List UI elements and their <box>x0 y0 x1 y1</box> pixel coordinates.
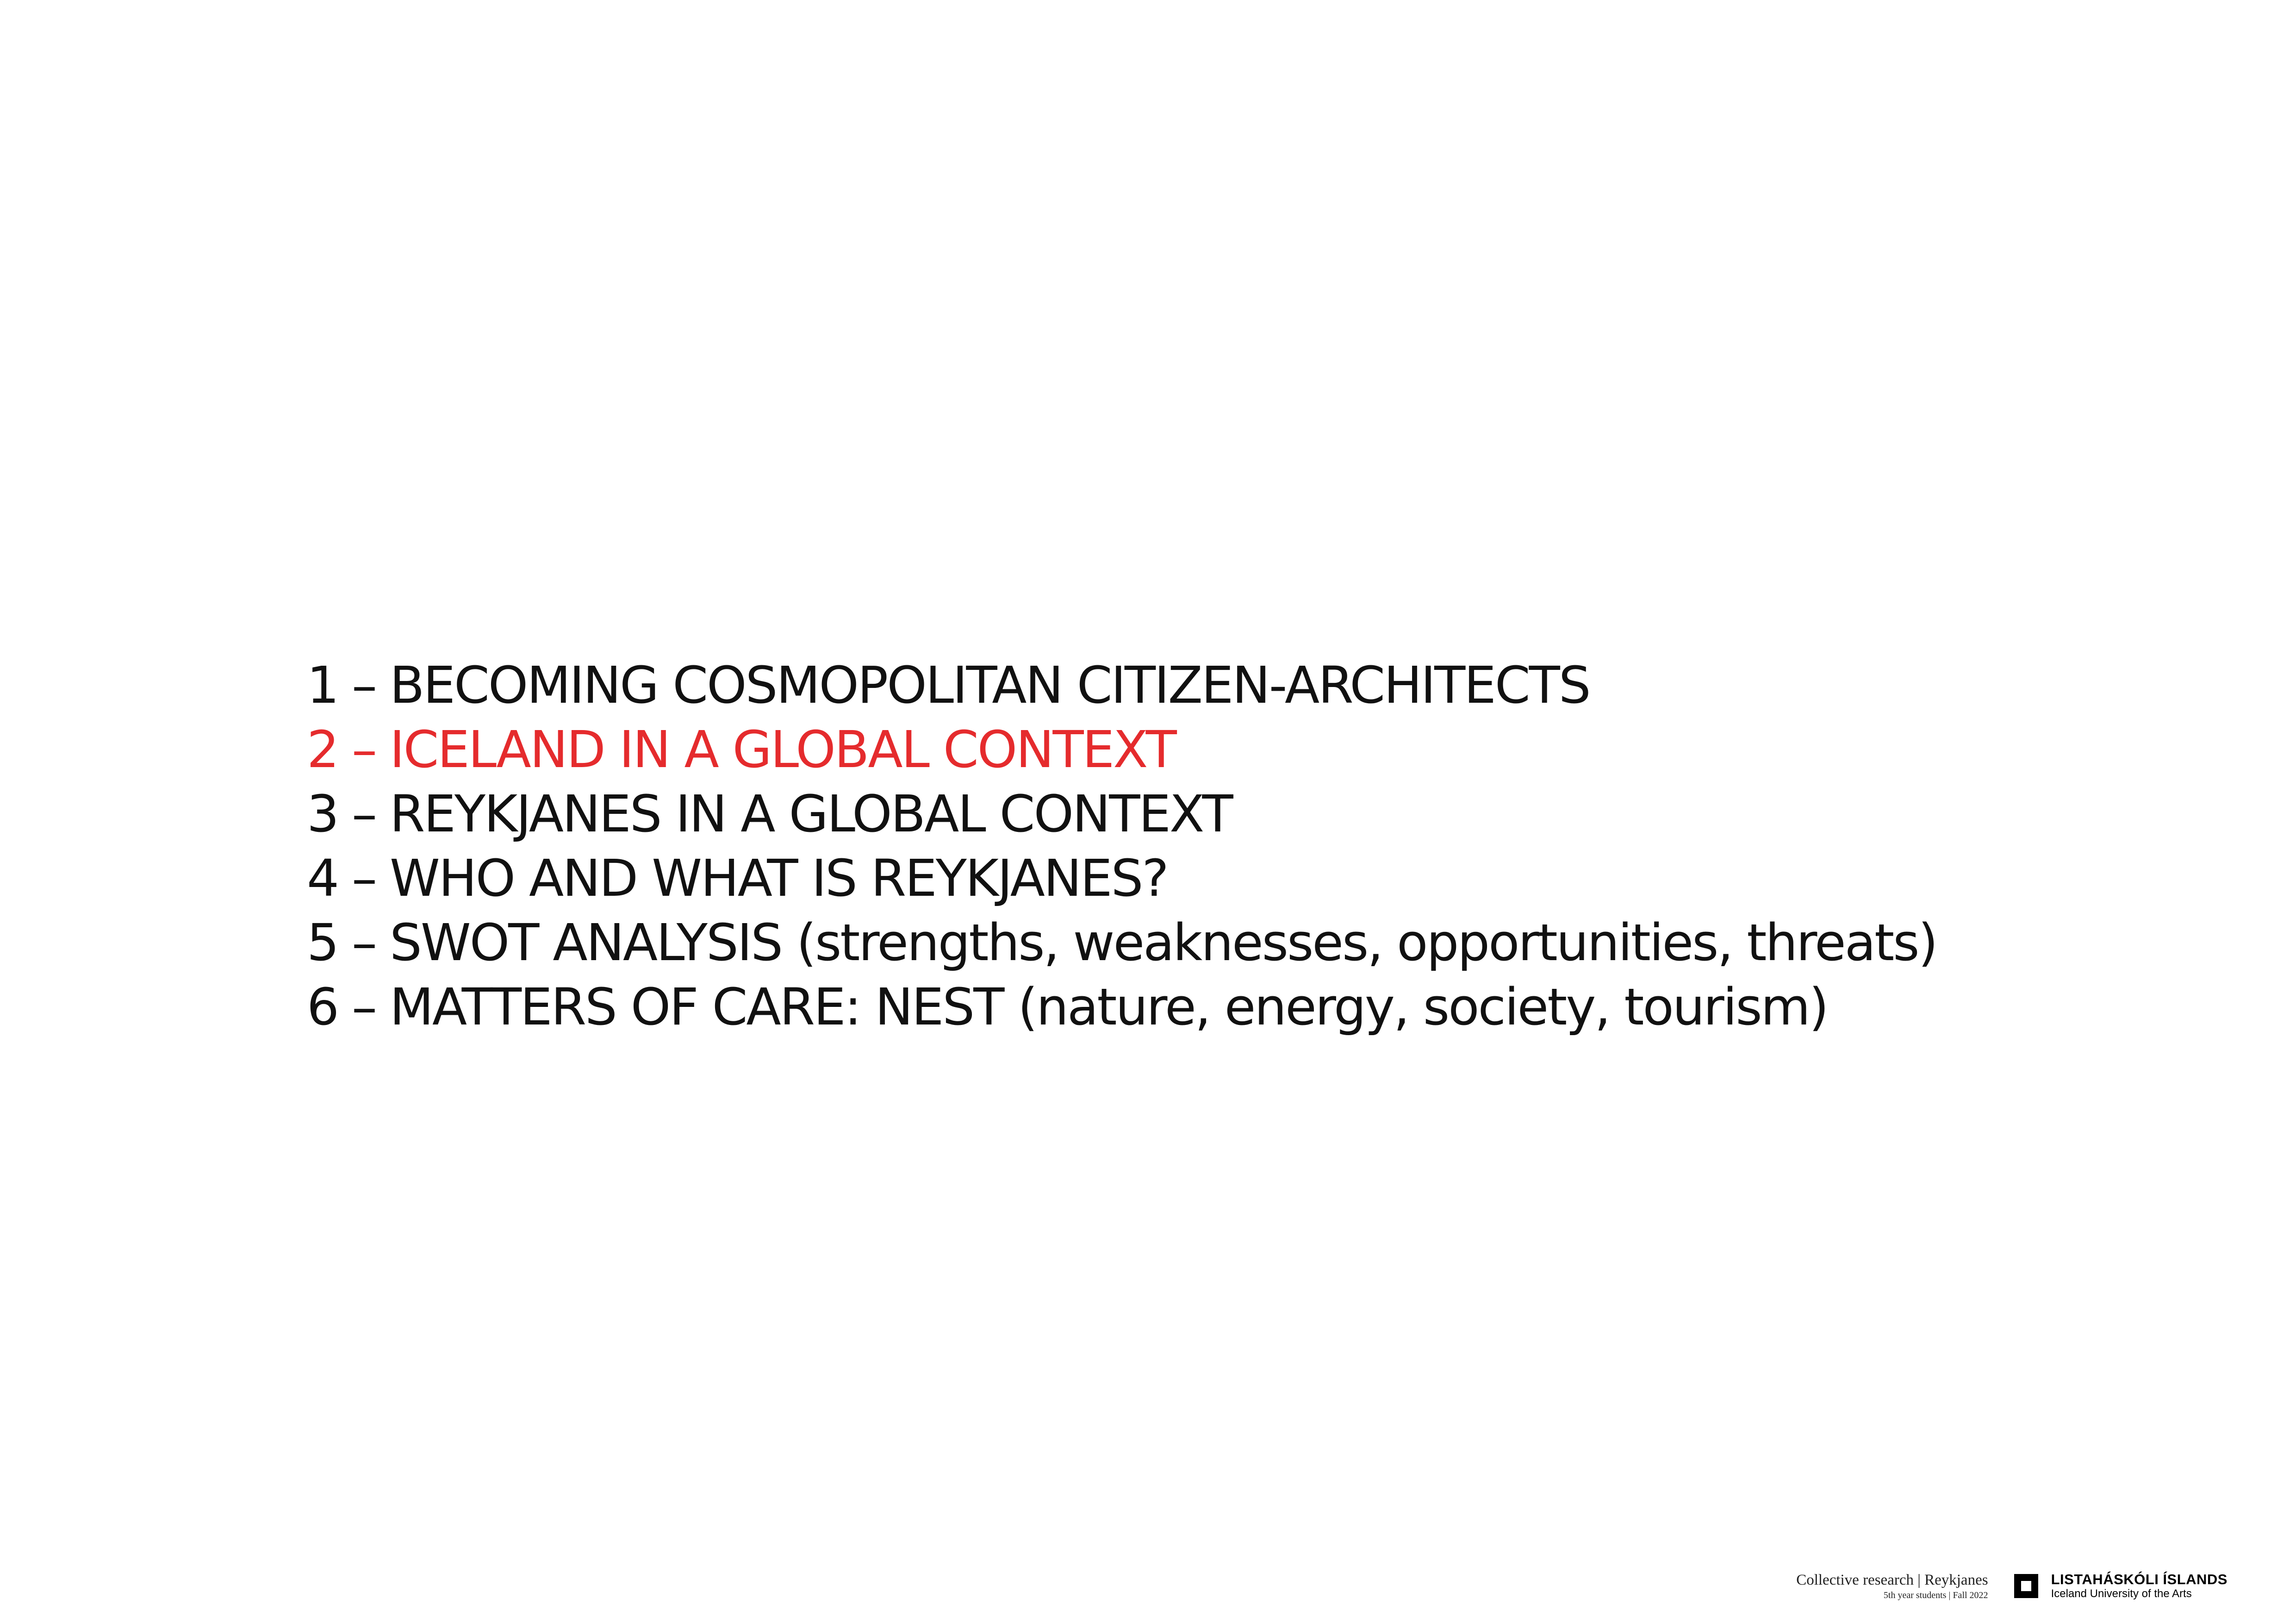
toc-item-title: ICELAND IN A GLOBAL CONTEXT <box>390 720 1176 779</box>
credits-project: Collective research | Reykjanes <box>1796 1572 1988 1588</box>
toc-item-title: WHO AND WHAT IS REYKJANES? <box>390 849 1168 908</box>
toc-item-2-active <box>307 718 1936 782</box>
university-subtitle: Iceland University of the Arts <box>2051 1587 2192 1600</box>
credits-cohort: 5th year students | Fall 2022 <box>1883 1590 1988 1600</box>
toc-item-number: 2 <box>307 720 338 779</box>
footer-credits <box>1796 1571 1988 1601</box>
toc-item-separator: – <box>352 849 376 908</box>
toc-item-number: 3 <box>307 784 338 843</box>
page-footer <box>1796 1563 2228 1609</box>
toc-item-title: SWOT ANALYSIS (strengths, weaknesses, opportunities, threats) <box>390 913 1937 972</box>
university-name: LISTAHÁSKÓLI ÍSLANDS <box>2051 1571 2228 1587</box>
toc-item-separator: – <box>352 784 376 843</box>
toc-item-4 <box>307 846 1936 911</box>
toc-item-5 <box>307 911 1936 975</box>
toc-item-1 <box>307 653 1936 718</box>
toc-item-number: 5 <box>307 913 338 972</box>
toc-item-separator: – <box>352 656 376 715</box>
university-logo-text <box>2051 1572 2228 1600</box>
university-logo-icon <box>2014 1574 2038 1598</box>
table-of-contents <box>307 653 1936 1039</box>
toc-item-number: 1 <box>307 656 338 715</box>
toc-item-number: 4 <box>307 849 338 908</box>
toc-item-number: 6 <box>307 977 338 1037</box>
toc-item-title: MATTERS OF CARE: NEST (nature, energy, society, tourism) <box>390 977 1828 1037</box>
toc-item-title: BECOMING COSMOPOLITAN CITIZEN-ARCHITECTS <box>390 656 1590 715</box>
toc-item-title: REYKJANES IN A GLOBAL CONTEXT <box>390 784 1232 843</box>
toc-item-6 <box>307 975 1936 1039</box>
toc-item-separator: – <box>352 977 376 1037</box>
toc-item-3 <box>307 782 1936 846</box>
toc-item-separator: – <box>352 720 376 779</box>
toc-item-separator: – <box>352 913 376 972</box>
